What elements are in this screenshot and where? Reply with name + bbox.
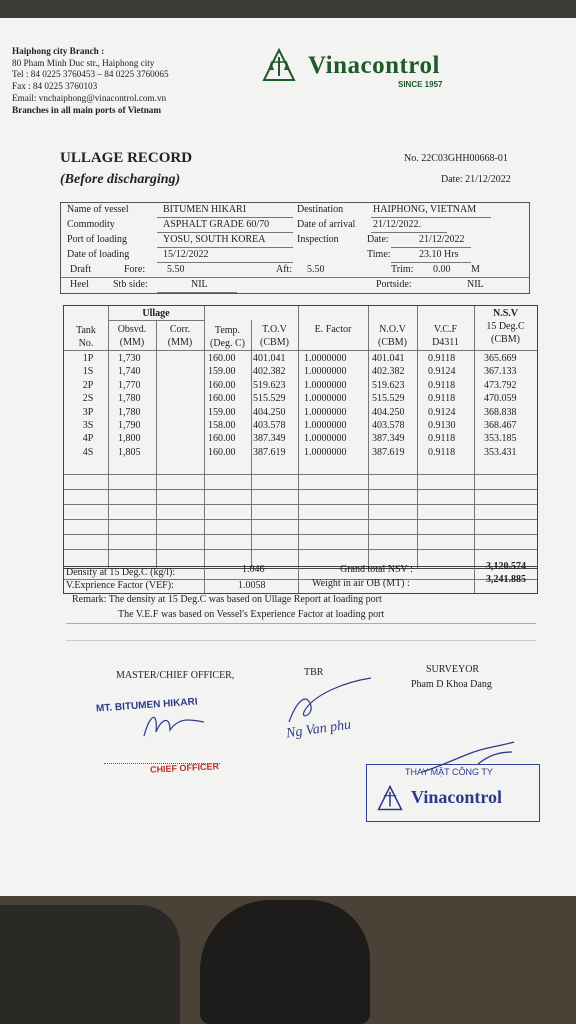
table-cell-tov: 519.623 bbox=[253, 379, 286, 391]
table-cell-ef: 1.0000000 bbox=[304, 420, 347, 431]
weight-in-air-value: 3,241.885 bbox=[486, 574, 526, 585]
table-cell-tank: 1S bbox=[82, 366, 94, 378]
remark-line-1: Remark: The density at 15 Deg.C was based on Ullage Report at loading port bbox=[72, 594, 382, 605]
table-cell-nsv: 353.185 bbox=[484, 433, 517, 445]
stb-side-value: NIL bbox=[191, 279, 208, 290]
loading-date-value: 15/12/2022 bbox=[163, 249, 209, 260]
port-loading-label: Port of loading bbox=[67, 234, 127, 245]
header-corr: Corr. (MM) bbox=[167, 324, 193, 348]
table-cell-nov: 387.349 bbox=[372, 433, 405, 445]
header-tank: Tank No. bbox=[76, 325, 96, 349]
table-cell-tov: 402.382 bbox=[253, 366, 286, 378]
destination-value: HAIPHONG, VIETNAM bbox=[373, 204, 477, 215]
table-cell-vcf: 0.9118 bbox=[428, 379, 456, 391]
branch-address-block bbox=[12, 46, 169, 116]
table-cell-vcf: 0.9130 bbox=[428, 420, 456, 431]
table-cell-vcf: 0.9118 bbox=[428, 433, 456, 445]
density-value: 1.046 bbox=[242, 564, 265, 575]
draft-label: Draft bbox=[70, 264, 92, 275]
header-nsv: N.S.V 15 Deg.C (CBM) bbox=[486, 308, 525, 345]
table-cell-tank: 3P bbox=[82, 406, 94, 418]
table-cell-temp: 158.00 bbox=[208, 420, 236, 431]
table-cell-ef: 1.0000000 bbox=[304, 393, 347, 405]
table-cell-tov: 404.250 bbox=[253, 406, 286, 418]
table-cell-vcf: 0.9124 bbox=[428, 366, 456, 378]
remark-line-2: The V.E.F was based on Vessel's Experience Factor at loading port bbox=[118, 609, 385, 620]
table-cell-temp: 160.00 bbox=[208, 379, 236, 391]
table-cell-obsvd: 1,790 bbox=[118, 420, 141, 431]
table-cell-ef: 1.0000000 bbox=[304, 446, 347, 458]
table-cell-obsvd: 1,780 bbox=[118, 406, 141, 418]
table-cell-nsv: 353.431 bbox=[484, 446, 517, 458]
table-cell-obsvd: 1,800 bbox=[118, 433, 141, 445]
portside-label: Portside: bbox=[376, 279, 412, 290]
table-cell-nsv: 365.669 bbox=[484, 353, 517, 364]
document-title: ULLAGE RECORD bbox=[60, 150, 193, 166]
table-cell-nov: 403.578 bbox=[372, 420, 405, 431]
vessel-name-label: Name of vessel bbox=[67, 204, 129, 215]
vessel-stamp-name: MT. BITUMEN HIKARI bbox=[95, 696, 198, 715]
table-cell-temp: 160.00 bbox=[208, 353, 236, 364]
vessel-info-box bbox=[60, 202, 530, 294]
table-cell-obsvd: 1,780 bbox=[118, 393, 141, 405]
logo-since: SINCE 1957 bbox=[398, 80, 443, 89]
time-value: 23.10 Hrs bbox=[419, 249, 459, 260]
table-cell-nov: 402.382 bbox=[372, 366, 405, 378]
table-cell-temp: 160.00 bbox=[208, 433, 236, 445]
table-cell-obsvd: 1,805 bbox=[118, 446, 141, 458]
table-cell-nov: 404.250 bbox=[372, 406, 405, 418]
chief-officer-stamp: CHIEF OFFICER bbox=[149, 761, 220, 775]
table-cell-ef: 1.0000000 bbox=[304, 366, 347, 378]
table-cell-nsv: 367.133 bbox=[484, 366, 517, 378]
table-cell-tank: 1P bbox=[82, 353, 94, 364]
table-cell-vcf: 0.9118 bbox=[428, 353, 456, 364]
header-efactor: E. Factor bbox=[314, 324, 352, 335]
table-cell-nov: 515.529 bbox=[372, 393, 405, 405]
density-label: Density at 15 Deg.C (kg/l): bbox=[66, 567, 176, 578]
grand-total-nsv-value: 3,120.574 bbox=[486, 561, 526, 572]
time-label: Time: bbox=[367, 249, 391, 260]
table-cell-tank: 4P bbox=[82, 433, 94, 445]
tbr-label: TBR bbox=[304, 667, 324, 678]
inspection-date-value: 21/12/2022 bbox=[419, 234, 465, 245]
table-cell-nsv: 368.467 bbox=[484, 420, 517, 431]
branch-fax: Fax : 84 0225 3760103 bbox=[12, 81, 98, 92]
table-cell-temp: 160.00 bbox=[208, 393, 236, 405]
table-cell-tank: 4S bbox=[82, 446, 94, 458]
inspection-label: Inspection bbox=[297, 234, 339, 245]
totals-box bbox=[63, 561, 538, 594]
stamp-scales-icon bbox=[377, 785, 403, 811]
company-stamp-note: THAY MẶT CÔNG TY bbox=[405, 767, 493, 777]
table-cell-tank: 3S bbox=[82, 420, 94, 431]
table-cell-temp: 159.00 bbox=[208, 366, 236, 378]
aft-label: Aft: bbox=[276, 264, 293, 275]
company-stamp-name: Vinacontrol bbox=[411, 787, 503, 807]
trim-value: 0.00 bbox=[433, 264, 451, 275]
surveyor-signature bbox=[418, 738, 518, 778]
commodity-label: Commodity bbox=[67, 219, 115, 230]
fore-label: Fore: bbox=[124, 264, 146, 275]
table-cell-nov: 519.623 bbox=[372, 379, 405, 391]
branch-coverage: Branches in all main ports of Vietnam bbox=[12, 104, 162, 115]
ullage-table bbox=[63, 305, 538, 569]
weight-in-air-label: Weight in air OB (MT) : bbox=[312, 578, 410, 589]
table-cell-tov: 387.349 bbox=[253, 433, 286, 445]
table-cell-nsv: 368.838 bbox=[484, 406, 517, 418]
vef-label: V.Exprience Factor (VEF): bbox=[66, 580, 174, 591]
table-cell-temp: 159.00 bbox=[208, 406, 236, 418]
branch-address: 80 Pham Minh Duc str., Haiphong city bbox=[12, 57, 155, 68]
master-signature bbox=[140, 706, 210, 742]
table-cell-ef: 1.0000000 bbox=[304, 353, 347, 364]
table-cell-tank: 2S bbox=[82, 393, 94, 405]
table-cell-tov: 387.619 bbox=[253, 446, 286, 458]
destination-label: Destination bbox=[297, 204, 344, 215]
surveyor-label: SURVEYOR bbox=[426, 664, 480, 675]
logo-name: Vinacontrol bbox=[308, 52, 440, 79]
table-cell-ef: 1.0000000 bbox=[304, 379, 347, 391]
shoe-shadow bbox=[200, 900, 370, 1024]
table-cell-obsvd: 1,770 bbox=[118, 379, 141, 391]
table-cell-ef: 1.0000000 bbox=[304, 433, 347, 445]
header-tov: T.O.V (CBM) bbox=[260, 324, 289, 348]
table-cell-vcf: 0.9124 bbox=[428, 406, 456, 418]
surveyor-name: Pham D Khoa Dang bbox=[411, 679, 492, 690]
header-vcf: V.C.F D4311 bbox=[432, 324, 459, 348]
heel-label: Heel bbox=[70, 279, 89, 290]
header-obsvd: Obsvd. (MM) bbox=[117, 324, 147, 348]
document-subtitle: (Before discharging) bbox=[60, 172, 181, 187]
port-loading-value: YOSU, SOUTH KOREA bbox=[163, 234, 266, 245]
grand-total-nsv-label: Grand total NSV : bbox=[340, 564, 413, 575]
vef-value: 1.0058 bbox=[238, 580, 266, 591]
table-cell-tank: 2P bbox=[82, 379, 94, 391]
handwritten-name: Ng Van phu bbox=[285, 717, 352, 742]
branch-tel: Tel : 84 0225 3760453 – 84 0225 3760065 bbox=[12, 69, 169, 80]
loading-date-label: Date of loading bbox=[67, 249, 130, 260]
document-number: No. 22C03GHH00668-01 bbox=[404, 153, 508, 164]
inspection-date-label: Date: bbox=[367, 234, 389, 245]
table-cell-nsv: 470.059 bbox=[484, 393, 517, 405]
vessel-name-value: BITUMEN HIKARI bbox=[163, 204, 247, 215]
arrival-label: Date of arrival bbox=[297, 219, 356, 230]
fore-value: 5.50 bbox=[167, 264, 185, 275]
branch-name: Haiphong city Branch : bbox=[12, 46, 105, 56]
table-cell-vcf: 0.9118 bbox=[428, 446, 456, 458]
aft-value: 5.50 bbox=[307, 264, 325, 275]
table-cell-obsvd: 1,730 bbox=[118, 353, 141, 364]
table-cell-tov: 403.578 bbox=[253, 420, 286, 431]
table-cell-tov: 515.529 bbox=[253, 393, 286, 405]
trim-unit: M bbox=[471, 264, 480, 275]
trim-label: Trim: bbox=[391, 264, 414, 275]
commodity-value: ASPHALT GRADE 60/70 bbox=[163, 219, 270, 230]
scales-of-justice-icon bbox=[262, 48, 296, 82]
table-cell-ef: 1.0000000 bbox=[304, 406, 347, 418]
portside-value: NIL bbox=[467, 279, 484, 290]
header-nov: N.O.V (CBM) bbox=[378, 324, 407, 348]
branch-email: Email: vnchaiphong@vinacontrol.com.vn bbox=[12, 92, 167, 103]
table-cell-obsvd: 1,740 bbox=[118, 366, 141, 378]
table-cell-tov: 401.041 bbox=[253, 353, 286, 364]
table-cell-temp: 160.00 bbox=[208, 446, 236, 458]
master-chief-officer-label: MASTER/CHIEF OFFICER, bbox=[116, 670, 235, 681]
table-cell-vcf: 0.9118 bbox=[428, 393, 456, 405]
document-date: Date: 21/12/2022 bbox=[441, 174, 511, 185]
background-shadow bbox=[0, 905, 180, 1024]
table-cell-nov: 401.041 bbox=[372, 353, 405, 364]
table-cell-nov: 387.619 bbox=[372, 446, 405, 458]
table-cell-nsv: 473.792 bbox=[484, 379, 517, 391]
arrival-value: 21/12/2022. bbox=[373, 219, 422, 230]
stb-side-label: Stb side: bbox=[113, 279, 148, 290]
header-ullage: Ullage bbox=[142, 308, 170, 319]
header-temp: Temp. (Deg. C) bbox=[210, 325, 245, 349]
